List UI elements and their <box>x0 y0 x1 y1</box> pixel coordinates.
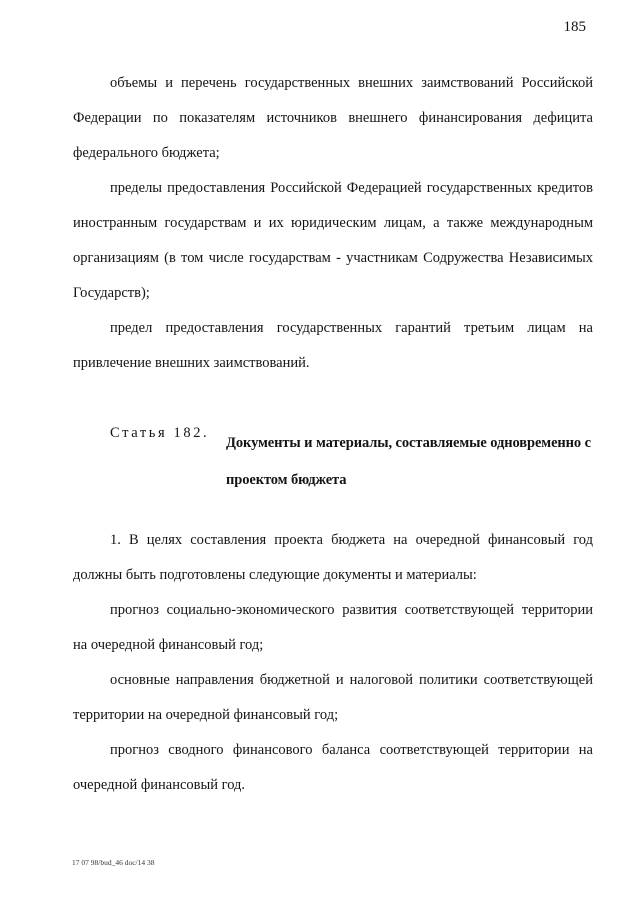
paragraph-budget-tax-policy: основные направления бюджетной и налоговой политики соответствующей территории на очередной финансовый год; <box>73 672 593 723</box>
paragraph-external-borrowings: объемы и перечень государственных внешних заимствований Российской Федерации по показателям источников внешнего финансирования дефицита федерального бюджета; <box>73 75 593 161</box>
article-number: Статья 182. <box>110 425 210 441</box>
paragraph-budget-documents: 1. В целях составления проекта бюджета на очередной финансовый год должны быть подготовлены следующие документы и материалы: <box>73 532 593 583</box>
page-number: 185 <box>563 19 586 35</box>
footer-file-reference: 17 07 98/bud_46 doc/14 38 <box>72 858 155 867</box>
paragraph-state-guarantees: предел предоставления государственных гарантий третьим лицам на привлечение внешних заимствований. <box>73 320 593 371</box>
article-title: Документы и материалы, составляемые одновременно с проектом бюджета <box>226 435 591 488</box>
paragraph-state-credits: пределы предоставления Российской Федерацией государственных кредитов иностранным государствам и их юридическим лицам, а также международным организациям (в том числе государствам - участникам Содружества Независимых Государств); <box>73 180 593 301</box>
paragraph-financial-balance-forecast: прогноз сводного финансового баланса соответствующей территории на очередной финансовый год. <box>73 742 593 793</box>
paragraph-socioeconomic-forecast: прогноз социально-экономического развития соответствующей территории на очередной финансовый год; <box>73 602 593 653</box>
